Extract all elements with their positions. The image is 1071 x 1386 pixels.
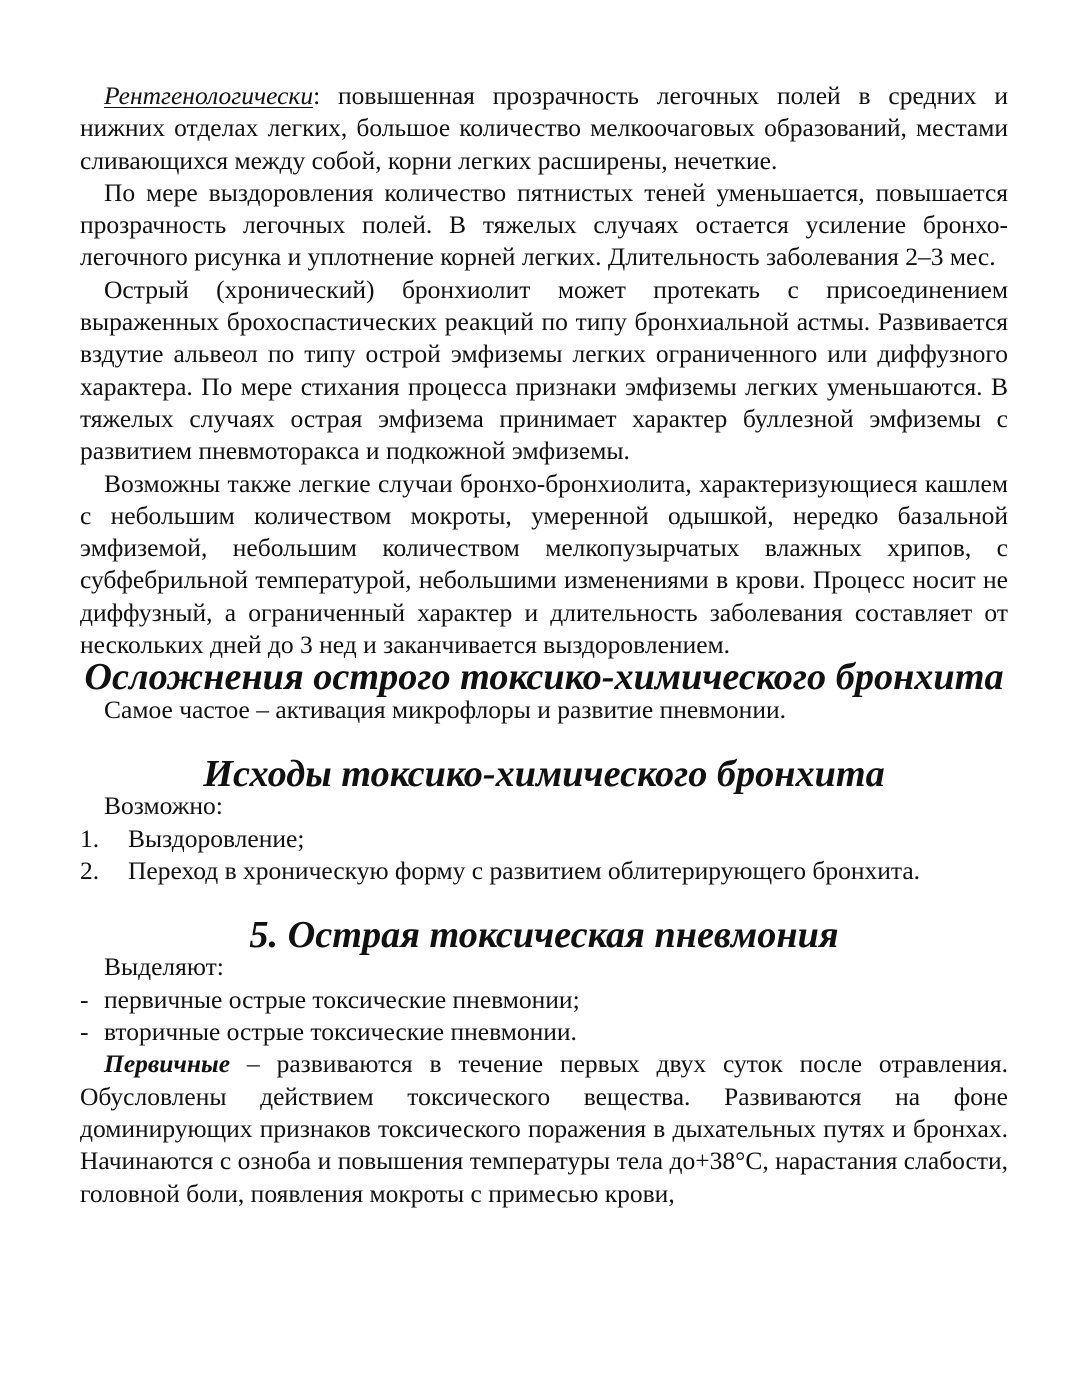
primary-label: Первичные (104, 1049, 231, 1079)
outcomes-intro: Возможно: (104, 791, 223, 821)
list-item (80, 984, 1008, 1016)
document-page (80, 80, 1008, 1210)
list-item (80, 1016, 1008, 1048)
list-item (80, 855, 1008, 887)
complications-heading: Осложнения острого токсико-химического бронхита (84, 656, 1004, 699)
list-item-text: первичные острые токсические пневмонии; (104, 984, 580, 1014)
primary-text: – развиваются в течение первых двух суток после отравления. Обусловлены действием токсического вещества. Развиваются на фоне доминирующих признаков токсического поражения в дыхательных путях и бронхах. Начинаются с озноба и повышения температуры тела до+38°С, нарастания слабости, головной боли, появления мокроты с примесью крови, (80, 1049, 1008, 1208)
paragraph-bronchiolitis: Острый (хронический) бронхиолит может протекать с присоединением выраженных брохоспастических реакций по типу бронхиальной астмы. Развивается вздутие альвеол по типу острой эмфиземы легких ограниченного или диффузного характера. По мере стихания процесса признаки эмфиземы легких уменьшаются. В тяжелых случаях острая эмфизема принимает характер буллезной эмфиземы с развитием пневмоторакса и подкожной эмфиземы. (80, 274, 1008, 466)
xray-text: : повышенная прозрачность легочных полей в средних и нижних отделах легких, большое количество мелкоочаговых образований, местами сливающихся между собой, корни легких расширены, нечеткие. (80, 81, 1008, 175)
list-item-text: Выздоровление; (128, 823, 305, 853)
list-marker: - (80, 1017, 89, 1047)
outcomes-list (80, 823, 1008, 888)
paragraph-mild-cases: Возможны также легкие случаи бронхо-бронхиолита, характеризующиеся кашлем с небольшим количеством мокроты, умеренной одышкой, нередко базальной эмфиземой, небольшим количеством мелкопузырчатых влажных хрипов, с субфебрильной температурой, небольшими изменениями в крови. Процесс носит не диффузный, а ограниченный характер и длительность заболевания составляет от нескольких дней до 3 нед и заканчивается выздоровлением. (80, 468, 1008, 660)
list-item-text: Переход в хроническую форму с развитием облитерирующего бронхита. (128, 855, 921, 885)
list-marker: 2. (80, 855, 100, 885)
paragraph-primary (80, 1048, 1008, 1209)
list-marker: - (80, 984, 89, 1014)
outcomes-heading: Исходы токсико-химического бронхита (203, 752, 885, 795)
list-item-text: вторичные острые токсические пневмонии. (104, 1017, 577, 1047)
list-item (80, 823, 1008, 855)
pneumonia-types-list (80, 984, 1008, 1049)
list-marker: 1. (80, 823, 100, 853)
paragraph-xray (80, 80, 1008, 177)
pneumonia-intro: Выделяют: (104, 952, 224, 982)
pneumonia-heading: 5. Острая токсическая пневмония (249, 914, 839, 957)
complications-text: Самое частое – активация микрофлоры и развитие пневмонии. (104, 694, 786, 724)
paragraph-recovery: По мере выздоровления количество пятнистых теней уменьшается, повышается прозрачность легочных полей. В тяжелых случаях остается усиление бронхо-легочного рисунка и уплотнение корней легких. Длительность заболевания 2–3 мес. (80, 177, 1008, 272)
xray-label: Рентгенологически (104, 81, 314, 110)
